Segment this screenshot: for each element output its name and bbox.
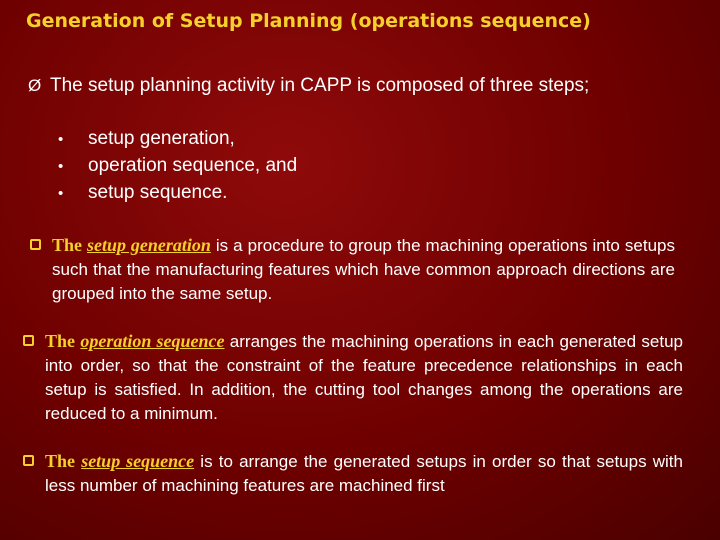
step-text: setup sequence. <box>88 182 228 203</box>
step-text: setup generation, <box>88 128 235 149</box>
intro-line <box>28 75 589 97</box>
paragraph-lead: The <box>45 451 76 471</box>
square-bullet-icon <box>23 455 34 466</box>
paragraph-operation-sequence <box>45 329 683 426</box>
paragraph-term: operation sequence <box>80 331 225 351</box>
dot-bullet-icon: • <box>58 185 64 202</box>
paragraph-lead: The <box>52 235 83 255</box>
list-item <box>58 153 297 180</box>
paragraph-setup-generation <box>52 233 675 306</box>
paragraph-lead: The <box>45 331 76 351</box>
step-text: operation sequence, and <box>88 155 298 176</box>
list-item <box>58 126 297 153</box>
paragraph-text: is a procedure to group the machining operations into setups such that the manufacturing features which have common approach directions are grouped into the same setup. <box>52 236 675 303</box>
square-bullet-icon <box>23 335 34 346</box>
slide-title: Generation of Setup Planning (operations sequence) <box>26 10 591 32</box>
steps-list <box>58 126 297 207</box>
dot-bullet-icon: • <box>58 158 64 175</box>
paragraph-setup-sequence <box>45 449 683 498</box>
square-bullet-icon <box>30 239 41 250</box>
dot-bullet-icon: • <box>58 131 64 148</box>
paragraph-text: arranges the machining operations in each generated setup into order, so that the constraint of the feature precedence relationships in each setup is satisfied. In addition, the cutting tool changes among the operations are reduced to a minimum. <box>45 332 683 423</box>
paragraph-term: setup sequence <box>81 451 195 471</box>
paragraph-term: setup generation <box>87 235 211 255</box>
arrow-bullet-icon: Ø <box>28 76 42 95</box>
intro-text: The setup planning activity in CAPP is composed of three steps; <box>50 75 590 96</box>
list-item <box>58 180 297 207</box>
paragraph-text: is to arrange the generated setups in order so that setups with less number of machining features are machined first <box>45 452 683 495</box>
